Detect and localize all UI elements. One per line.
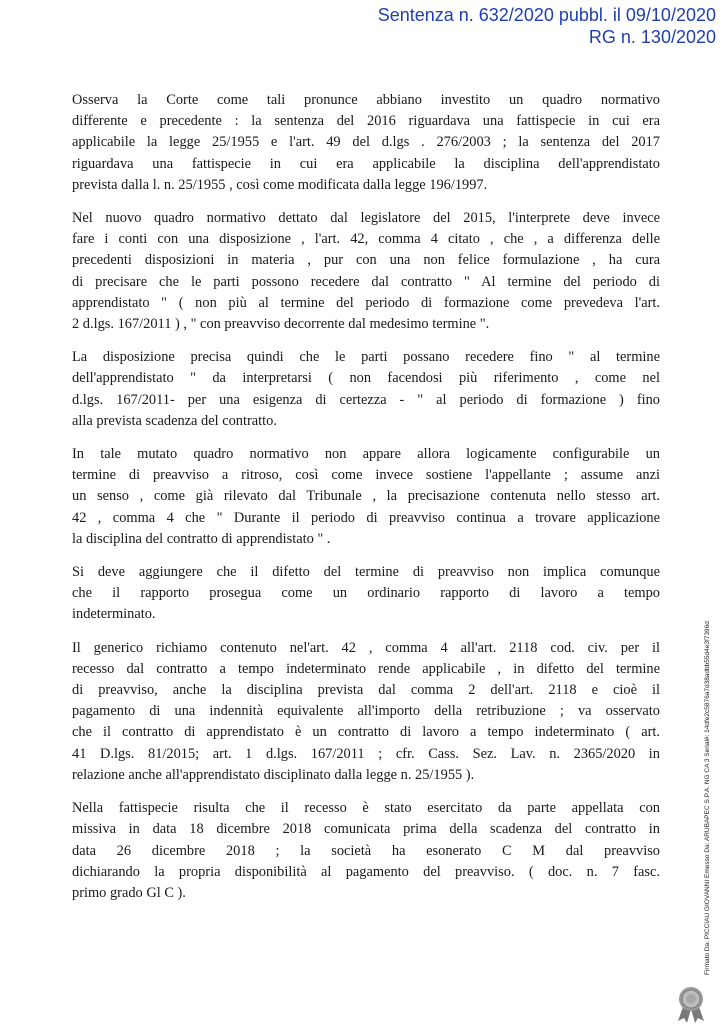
text-line: primo grado Gl C ).: [72, 884, 186, 901]
text-line: Osserva la Corte come tali pronunce abbiano investito un quadro normativo: [72, 92, 660, 108]
rg-number: RG n. 130/2020: [588, 27, 716, 47]
paragraph: [72, 347, 660, 432]
text-line: riguardava una fattispecie in cui era applicabile la disciplina dell'apprendistato: [72, 155, 660, 172]
signature-stamp: Firmato Da: PICCIAU GIOVANNI Emesso Da: ARUBAPEC S.P.A. NG CA 3 Serial#: 14dfe2c5876a7d38adbb55d4e3f7396d: [704, 621, 711, 975]
text-line: 41 D.lgs. 81/2015; art. 1 d.lgs. 167/2011 ; cfr. Cass. Sez. Lav. n. 2365/2020 in: [72, 745, 660, 762]
text-line: 2 d.lgs. 167/2011 ) , " con preavviso decorrente dal medesimo termine ".: [72, 316, 490, 333]
text-line: di precisare che le parti possono recedere dal contratto " Al termine del periodo di: [72, 273, 660, 290]
text-line: prevista dalla l. n. 25/1955 , così come modificata dalla legge 196/1997.: [72, 176, 488, 193]
paragraph: [72, 444, 660, 550]
text-line: precedenti disposizioni in materia , pur con una non felice formulazione , ha cura: [72, 252, 660, 269]
text-line: La disposizione precisa quindi che le parti possano recedere fino " al termine: [72, 349, 660, 366]
paragraph: [72, 562, 660, 626]
text-line: 42 , comma 4 che " Durante il periodo di preavviso continua a trovare applicazione: [72, 509, 660, 526]
sentence-number: Sentenza n. 632/2020 pubbl. il 09/10/2020: [377, 5, 716, 25]
text-line: apprendistato " ( non più al termine del periodo di formazione come prevedeva l'art.: [72, 294, 660, 311]
text-line: recesso dal contratto a tempo indeterminato rende applicabile , in difetto del termine: [72, 660, 660, 677]
text-line: relazione anche all'apprendistato disciplinato dalla legge n. 25/1955 ).: [72, 766, 475, 783]
ribbon-seal-icon: [672, 985, 710, 1023]
text-line: missiva in data 18 dicembre 2018 comunicata prima della scadenza del contratto in: [72, 821, 660, 838]
text-line: dichiarando la propria disponibilità al pagamento del preavviso. ( doc. n. 7 fasc.: [72, 863, 660, 880]
text-line: Si deve aggiungere che il difetto del termine di preavviso non implica comunque: [72, 564, 660, 581]
text-line: Nel nuovo quadro normativo dettato dal legislatore del 2015, l'interprete deve invece: [72, 210, 660, 227]
text-line: applicabile la legge 25/1955 e l'art. 49 del d.lgs . 276/2003 ; la sentenza del 2017: [72, 134, 660, 151]
document-header: [378, 4, 716, 48]
text-line: che il contratto di apprendistato è un contratto di lavoro a tempo indeterminato ( art.: [72, 724, 660, 741]
text-line: d.lgs. 167/2011- per una esigenza di certezza - " al periodo di formazione ) fino: [72, 391, 660, 408]
paragraph: [72, 798, 660, 904]
text-line: un senso , come già rilevato dal Tribunale , la precisazione contenuta nello stesso art.: [72, 488, 660, 505]
text-line: di preavviso, anche la disciplina prevista dal comma 2 dell'art. 2118 e cioè il: [72, 682, 660, 699]
text-line: data 26 dicembre 2018 ; la società ha esonerato C M dal preavviso: [72, 842, 660, 859]
text-line: dell'apprendistato " da interpretarsi ( non facendosi più riferimento , come nel: [72, 370, 660, 387]
text-line: termine di preavviso a ritroso, così come invece sostiene l'appellante ; assume anzi: [72, 467, 660, 484]
text-line: alla prevista scadenza del contratto.: [72, 412, 277, 429]
document-body: [72, 90, 660, 916]
text-line: indeterminato.: [72, 606, 156, 623]
text-line: pagamento di una indennità equivalente all'importo della retribuzione ; va osservato: [72, 703, 660, 720]
paragraph: [72, 638, 660, 786]
text-line: In tale mutato quadro normativo non appare allora logicamente configurabile un: [72, 446, 660, 463]
text-line: Il generico richiamo contenuto nel'art. 42 , comma 4 all'art. 2118 cod. civ. per il: [72, 639, 660, 656]
text-line: fare i conti con una disposizione , l'art. 42, comma 4 citato , che , a differenza delle: [72, 231, 660, 248]
text-line: che il rapporto prosegua come un ordinario rapporto di lavoro a tempo: [72, 585, 660, 602]
paragraph: [72, 208, 660, 335]
paragraph: [72, 90, 660, 196]
text-line: la disciplina del contratto di apprendistato " .: [72, 530, 331, 547]
text-line: differente e precedente : la sentenza del 2016 riguardava una fattispecie in cui era: [72, 113, 660, 130]
text-line: Nella fattispecie risulta che il recesso è stato esercitato da parte appellata con: [72, 800, 660, 817]
